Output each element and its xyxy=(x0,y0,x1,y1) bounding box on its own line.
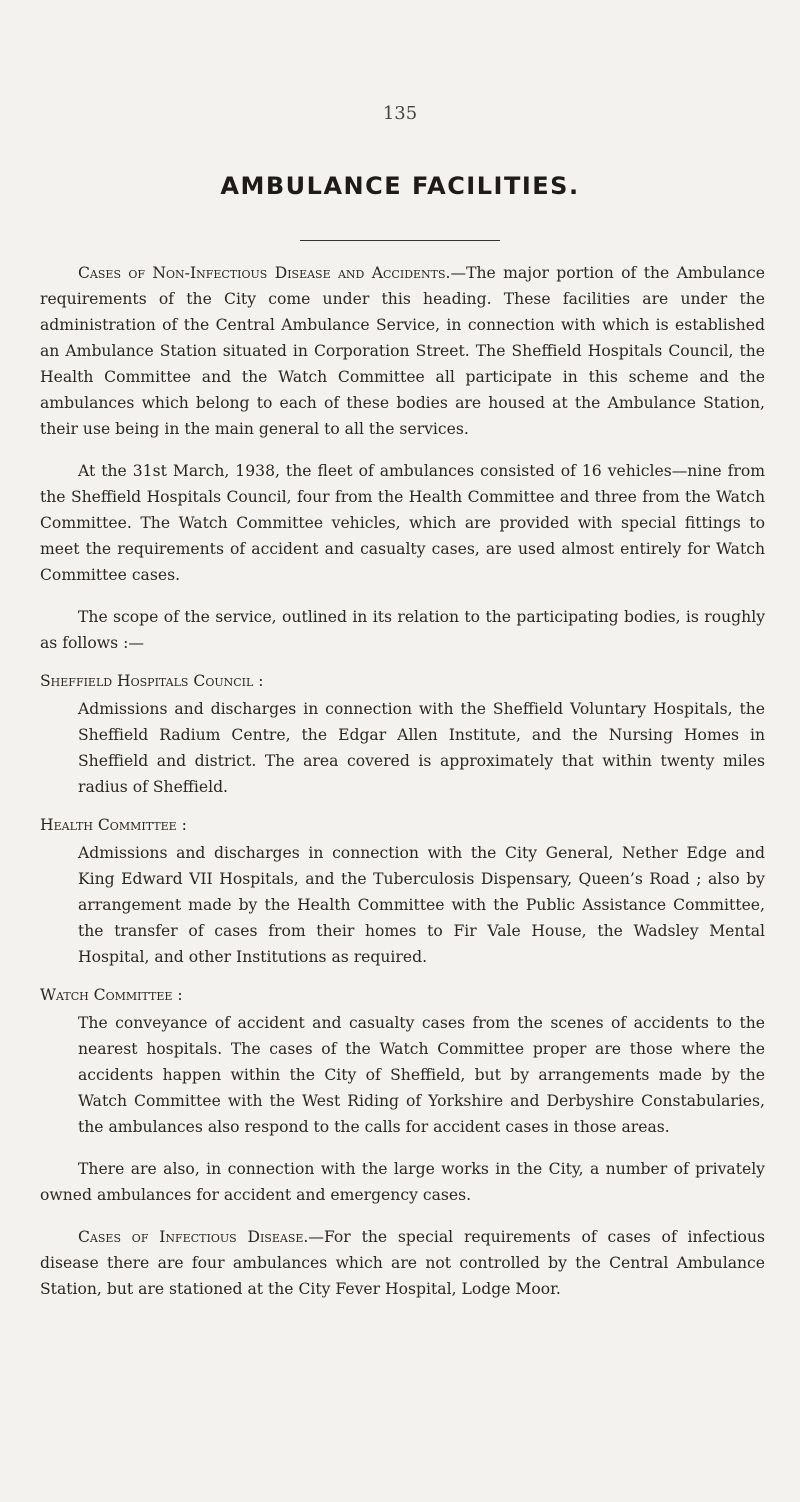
paragraph-heading: Cases of Infectious Disease. xyxy=(78,1228,309,1246)
paragraph-scope: The scope of the service, outlined in its relation to the participating bodies, is roughly as follows :— xyxy=(40,608,765,652)
page-title: AMBULANCE FACILITIES. xyxy=(220,172,580,200)
paragraph-heading: Cases of Non-Infectious Disease and Accidents. xyxy=(78,264,451,282)
paragraph-text: —For the special requirements of cases of infectious disease there are four ambulances which are not controlled by the Central Ambulance Station, but are stationed at the City Fever Hospital, Lodge Moor. xyxy=(40,1228,765,1298)
section-text-health-committee: Admissions and discharges in connection with the City General, Nether Edge and King Edward VII Hospitals, and the Tuberculosis Dispensary, Queen’s Road ; also by arrangement made by the Health Committee with the Public Assistance Committee, the transfer of cases from their homes to Fir Vale House, the Wadsley Mental Hospital, and other Institutions as required. xyxy=(78,844,765,966)
section-heading-watch-committee: Watch Committee : xyxy=(40,986,183,1004)
section-text-hospitals-council: Admissions and discharges in connection with the Sheffield Voluntary Hospitals, the Sheffield Radium Centre, the Edgar Allen Institute, and the Nursing Homes in Sheffield and district. The area covered is approximately that within twenty miles radius of Sheffield. xyxy=(78,700,765,796)
document-body xyxy=(40,260,765,1302)
paragraph-private-ambulances: There are also, in connection with the large works in the City, a number of privately owned ambulances for accident and emergency cases. xyxy=(40,1160,765,1204)
paragraph-fleet: At the 31st March, 1938, the fleet of ambulances consisted of 16 vehicles—nine from the Sheffield Hospitals Council, four from the Health Committee and three from the Watch Committee. The Watch Committee vehicles, which are provided with special fittings to meet the requirements of accident and casualty cases, are used almost entirely for Watch Committee cases. xyxy=(40,462,765,584)
section-heading-health-committee: Health Committee : xyxy=(40,816,187,834)
paragraph-non-infectious xyxy=(40,260,765,442)
section-heading-hospitals-council: Sheffield Hospitals Council : xyxy=(40,672,264,690)
title-divider xyxy=(300,240,500,241)
paragraph-text: —The major portion of the Ambulance requirements of the City come under this heading. These facilities are under the administration of the Central Ambulance Service, in connection with which is established an Ambulance Station situated in Corporation Street. The Sheffield Hospitals Council, the Health Committee and the Watch Committee all participate in this scheme and the ambulances which belong to each of these bodies are housed at the Ambulance Station, their use being in the main general to all the services. xyxy=(40,264,765,438)
page-number: 135 xyxy=(382,103,418,124)
paragraph-infectious xyxy=(40,1224,765,1302)
section-text-watch-committee: The conveyance of accident and casualty cases from the scenes of accidents to the nearest hospitals. The cases of the Watch Committee proper are those where the accidents happen within the City of Sheffield, but by arrangements made by the Watch Committee with the West Riding of Yorkshire and Derbyshire Constabularies, the ambulances also respond to the calls for accident cases in those areas. xyxy=(78,1014,765,1136)
